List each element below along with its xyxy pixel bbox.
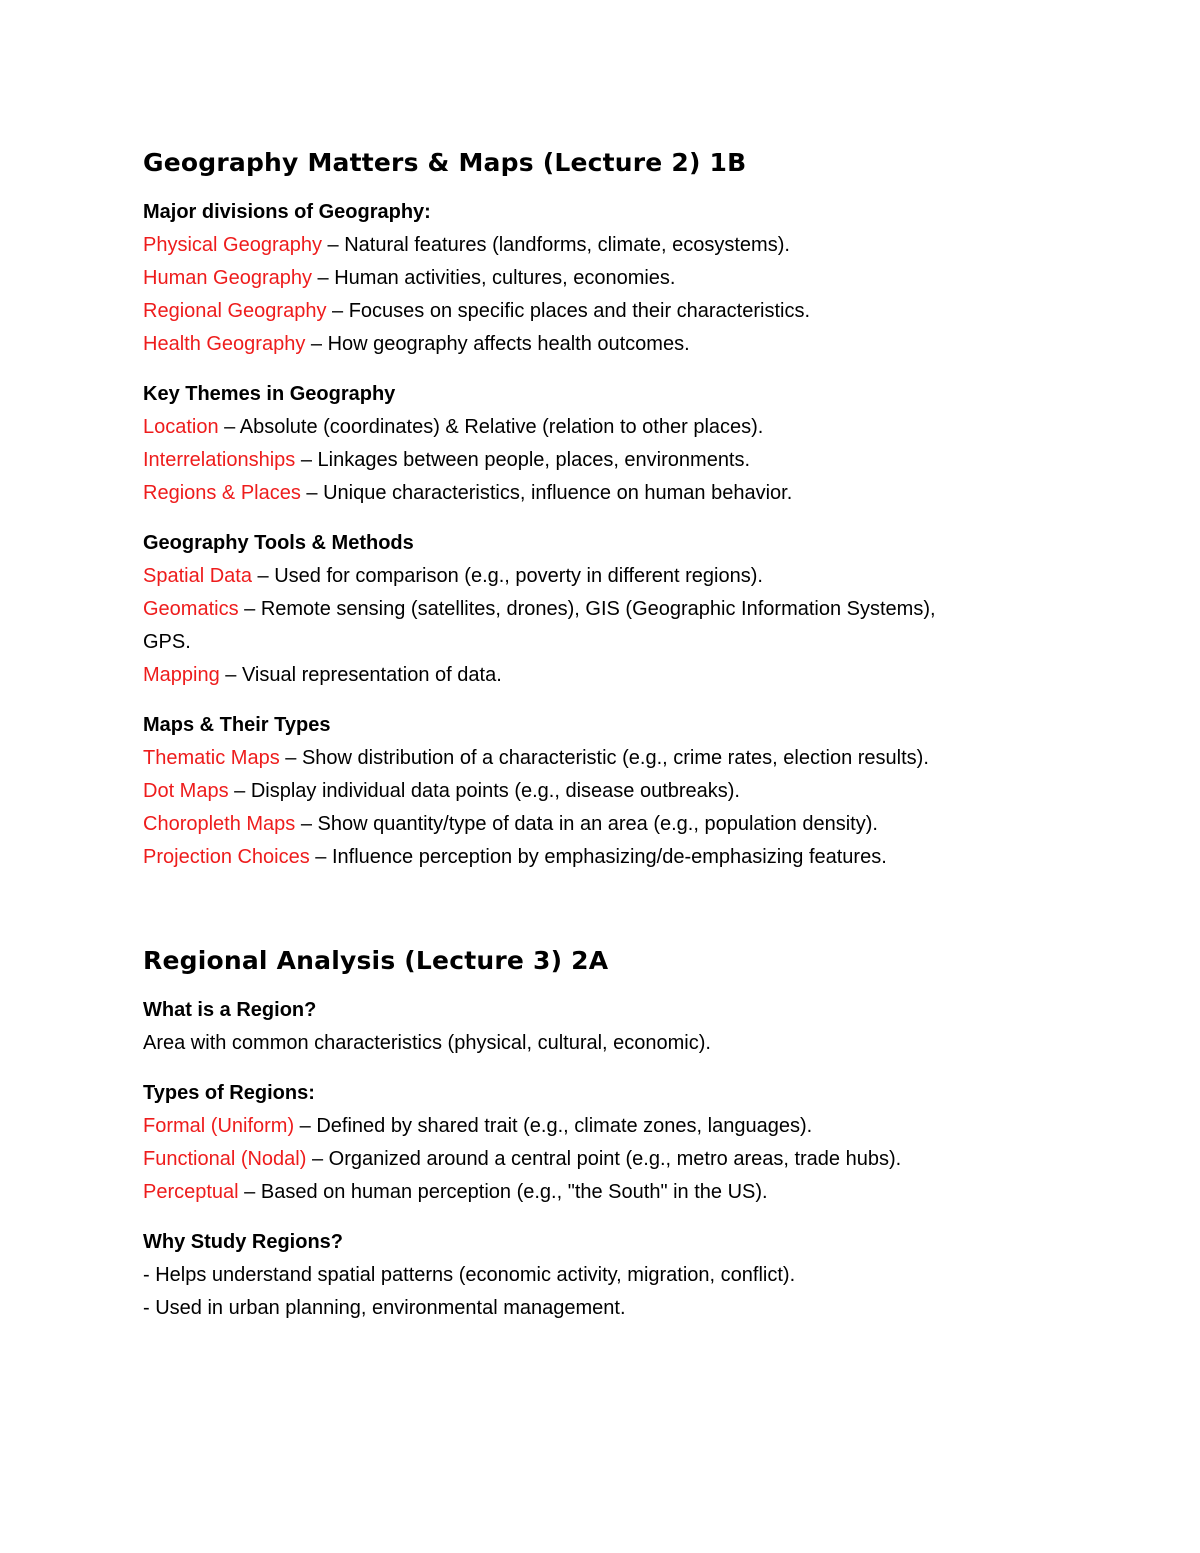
section-title: Regional Analysis (Lecture 3) 2A — [143, 946, 609, 975]
definition: – Focuses on specific places and their characteristics. — [326, 300, 811, 322]
term: Geomatics — [143, 598, 239, 620]
list-item — [143, 328, 1063, 361]
section-regional-analysis — [143, 938, 1063, 1325]
list-item — [143, 593, 1063, 626]
list-item — [143, 444, 1063, 477]
list-item — [143, 1176, 1063, 1209]
list-item — [143, 1110, 1063, 1143]
list-item — [143, 1259, 1063, 1292]
definition: – Linkages between people, places, environments. — [295, 449, 751, 471]
term: Physical Geography — [143, 234, 322, 256]
definition: – Remote sensing (satellites, drones), GIS (Geographic Information Systems), — [238, 598, 936, 620]
group-heading: Geography Tools & Methods — [143, 532, 414, 554]
term: Formal (Uniform) — [143, 1115, 295, 1137]
term: Mapping — [143, 664, 220, 686]
term: Spatial Data — [143, 565, 252, 587]
list-item — [143, 1143, 1063, 1176]
list-item — [143, 742, 1063, 775]
definition: GPS. — [143, 631, 191, 653]
list-item — [143, 295, 1063, 328]
group-why-study — [143, 1226, 1063, 1325]
term: Health Geography — [143, 333, 306, 355]
list-item — [143, 229, 1063, 262]
definition: – Show quantity/type of data in an area (e.g., population density). — [295, 813, 878, 835]
group-what-is-region — [143, 994, 1063, 1060]
term: Perceptual — [143, 1181, 239, 1203]
term: Regional Geography — [143, 300, 327, 322]
list-item — [143, 477, 1063, 510]
group-heading: Major divisions of Geography: — [143, 201, 431, 223]
group-heading: Why Study Regions? — [143, 1231, 343, 1253]
definition: – Absolute (coordinates) & Relative (relation to other places). — [218, 416, 764, 438]
definition: - Used in urban planning, environmental management. — [143, 1297, 626, 1319]
definition: – Based on human perception (e.g., "the South" in the US). — [238, 1181, 768, 1203]
group-heading: Key Themes in Geography — [143, 383, 396, 405]
group-major-divisions — [143, 196, 1063, 361]
term: Interrelationships — [143, 449, 296, 471]
definition: – Show distribution of a characteristic (e.g., crime rates, election results). — [279, 747, 929, 769]
group-heading: Types of Regions: — [143, 1082, 315, 1104]
group-tools-methods — [143, 527, 1063, 692]
list-item — [143, 411, 1063, 444]
definition: – Organized around a central point (e.g., metro areas, trade hubs). — [306, 1148, 902, 1170]
definition: – Visual representation of data. — [219, 664, 502, 686]
group-types-of-regions — [143, 1077, 1063, 1209]
section-geography-matters — [143, 140, 1063, 874]
group-heading: What is a Region? — [143, 999, 317, 1021]
list-item — [143, 808, 1063, 841]
document-page — [143, 140, 1063, 1342]
list-item — [143, 1027, 1063, 1060]
term: Location — [143, 416, 219, 438]
definition: – Used for comparison (e.g., poverty in different regions). — [251, 565, 763, 587]
list-item-continuation — [143, 626, 1063, 659]
term: Choropleth Maps — [143, 813, 296, 835]
definition: – Human activities, cultures, economies. — [311, 267, 676, 289]
term: Dot Maps — [143, 780, 229, 802]
definition: – Unique characteristics, influence on human behavior. — [300, 482, 793, 504]
definition: – How geography affects health outcomes. — [305, 333, 690, 355]
term: Thematic Maps — [143, 747, 280, 769]
term: Human Geography — [143, 267, 312, 289]
group-map-types — [143, 709, 1063, 874]
list-item — [143, 841, 1063, 874]
term: Projection Choices — [143, 846, 310, 868]
term: Regions & Places — [143, 482, 301, 504]
definition: – Display individual data points (e.g., disease outbreaks). — [228, 780, 740, 802]
group-heading: Maps & Their Types — [143, 714, 331, 736]
list-item — [143, 1292, 1063, 1325]
list-item — [143, 659, 1063, 692]
section-title: Geography Matters & Maps (Lecture 2) 1B — [143, 148, 747, 177]
list-item — [143, 775, 1063, 808]
group-key-themes — [143, 378, 1063, 510]
term: Functional (Nodal) — [143, 1148, 307, 1170]
definition: – Natural features (landforms, climate, ecosystems). — [321, 234, 790, 256]
definition: – Influence perception by emphasizing/de-emphasizing features. — [309, 846, 887, 868]
definition: – Defined by shared trait (e.g., climate zones, languages). — [294, 1115, 813, 1137]
list-item — [143, 262, 1063, 295]
definition: Area with common characteristics (physical, cultural, economic). — [143, 1032, 711, 1054]
definition: - Helps understand spatial patterns (economic activity, migration, conflict). — [143, 1264, 796, 1286]
list-item — [143, 560, 1063, 593]
